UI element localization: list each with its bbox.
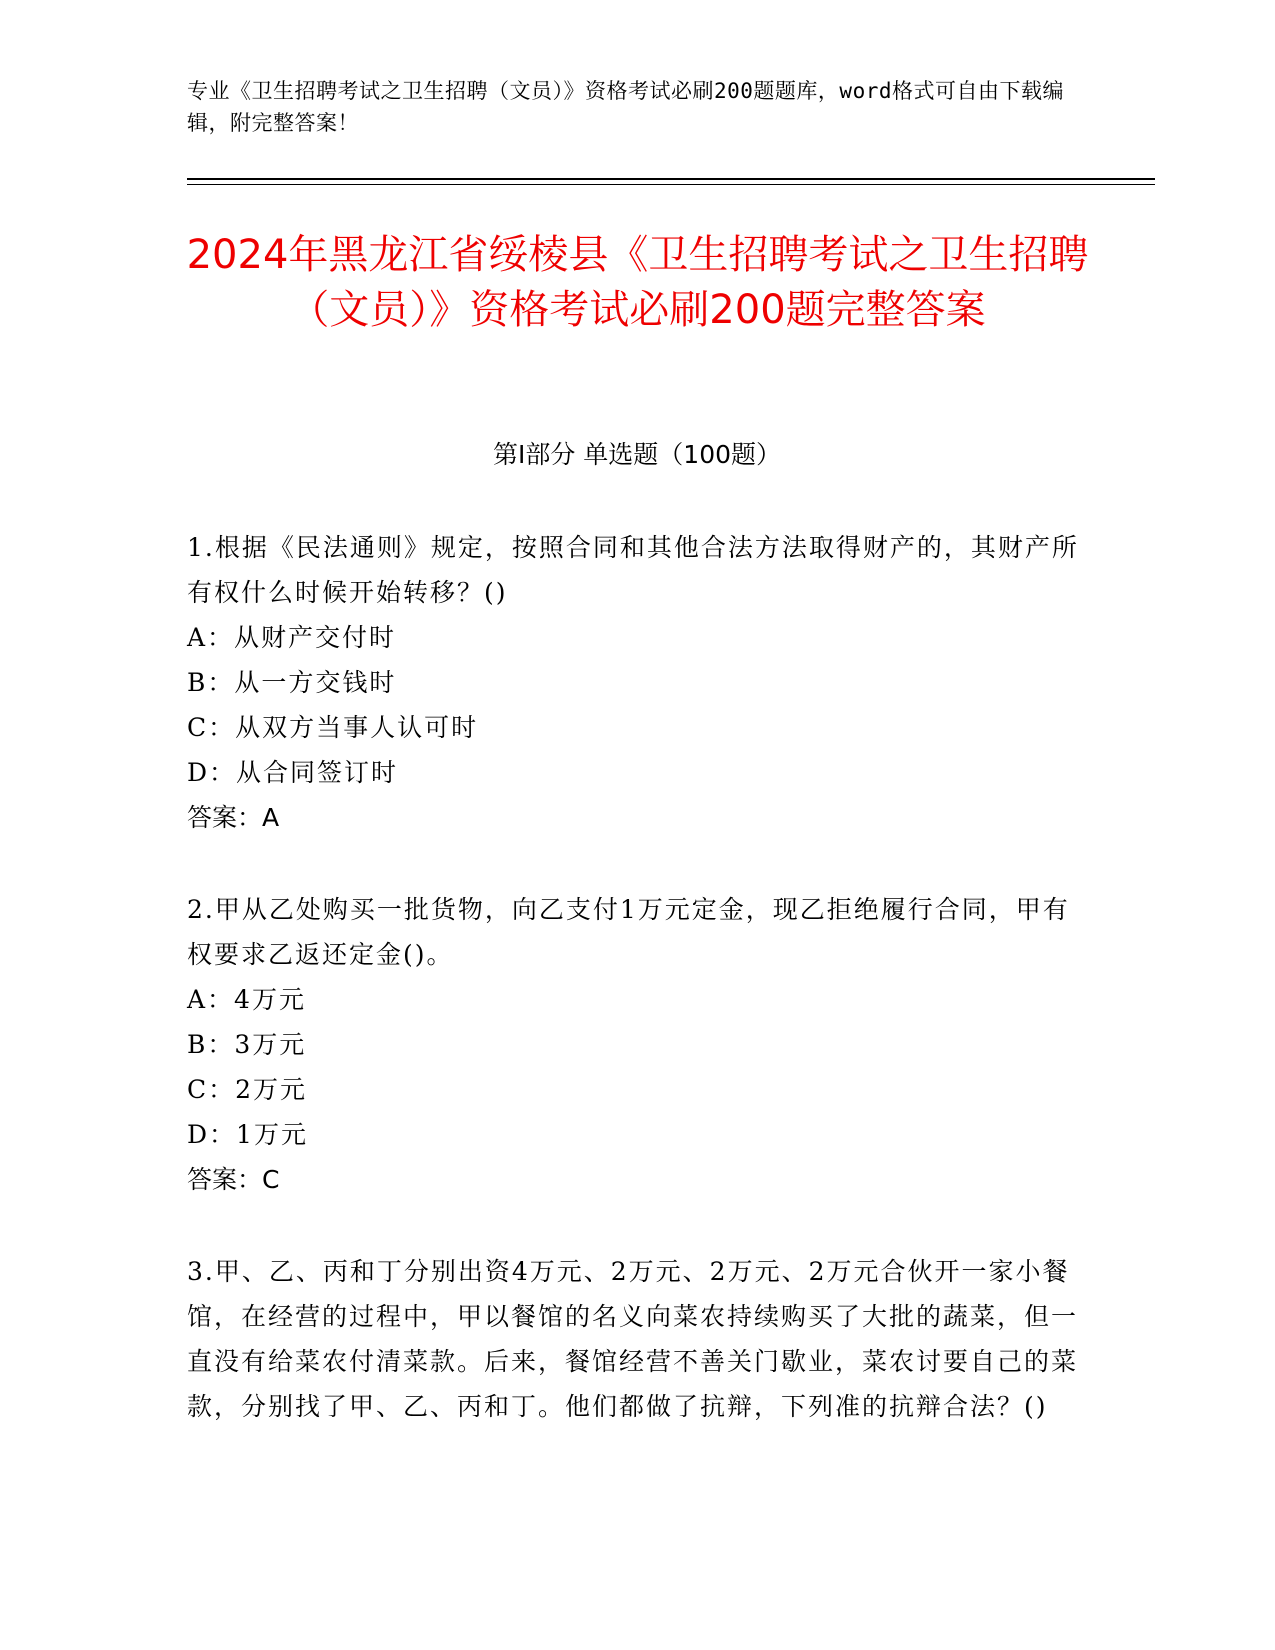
question-stem: 1.根据《民法通则》规定，按照合同和其他合法方法取得财产的，其财产所有权什么时候开始转移？() bbox=[187, 533, 1079, 607]
answer-line: 答案：A bbox=[187, 803, 280, 832]
option-b: B：从一方交钱时 bbox=[187, 668, 397, 697]
option-d: D：1万元 bbox=[187, 1120, 308, 1149]
answer-line: 答案：C bbox=[187, 1165, 280, 1194]
document-title: 2024年黑龙江省绥棱县《卫生招聘考试之卫生招聘（文员）》资格考试必刷200题完整答案 bbox=[186, 232, 1089, 333]
section-title: 第I部分 单选题（100题） bbox=[492, 440, 782, 469]
header-note: 专业《卫生招聘考试之卫生招聘（文员）》资格考试必刷200题题库，word格式可自由下载编辑，附完整答案！ bbox=[187, 79, 1064, 135]
option-a: A：4万元 bbox=[187, 985, 306, 1014]
header-divider-thick bbox=[187, 178, 1155, 180]
question-block bbox=[187, 887, 1087, 1202]
option-c: C：2万元 bbox=[187, 1075, 308, 1104]
question-block bbox=[187, 525, 1087, 840]
option-d: D：从合同签订时 bbox=[187, 758, 399, 787]
header-divider-thin bbox=[187, 184, 1155, 185]
option-a: A：从财产交付时 bbox=[187, 623, 397, 652]
option-b: B：3万元 bbox=[187, 1030, 307, 1059]
question-block bbox=[187, 1249, 1087, 1429]
option-c: C：从双方当事人认可时 bbox=[187, 713, 479, 742]
question-stem: 3.甲、乙、丙和丁分别出资4万元、2万元、2万元、2万元合伙开一家小餐馆，在经营的过程中，甲以餐馆的名义向菜农持续购买了大批的蔬菜，但一直没有给菜农付清菜款。后来，餐馆经营不善关门歇业，菜农讨要自己的菜款，分别找了甲、乙、丙和丁。他们都做了抗辩，下列准的抗辩合法？() bbox=[187, 1257, 1079, 1421]
question-stem: 2.甲从乙处购买一批货物，向乙支付1万元定金，现乙拒绝履行合同，甲有权要求乙返还定金()。 bbox=[187, 895, 1070, 969]
